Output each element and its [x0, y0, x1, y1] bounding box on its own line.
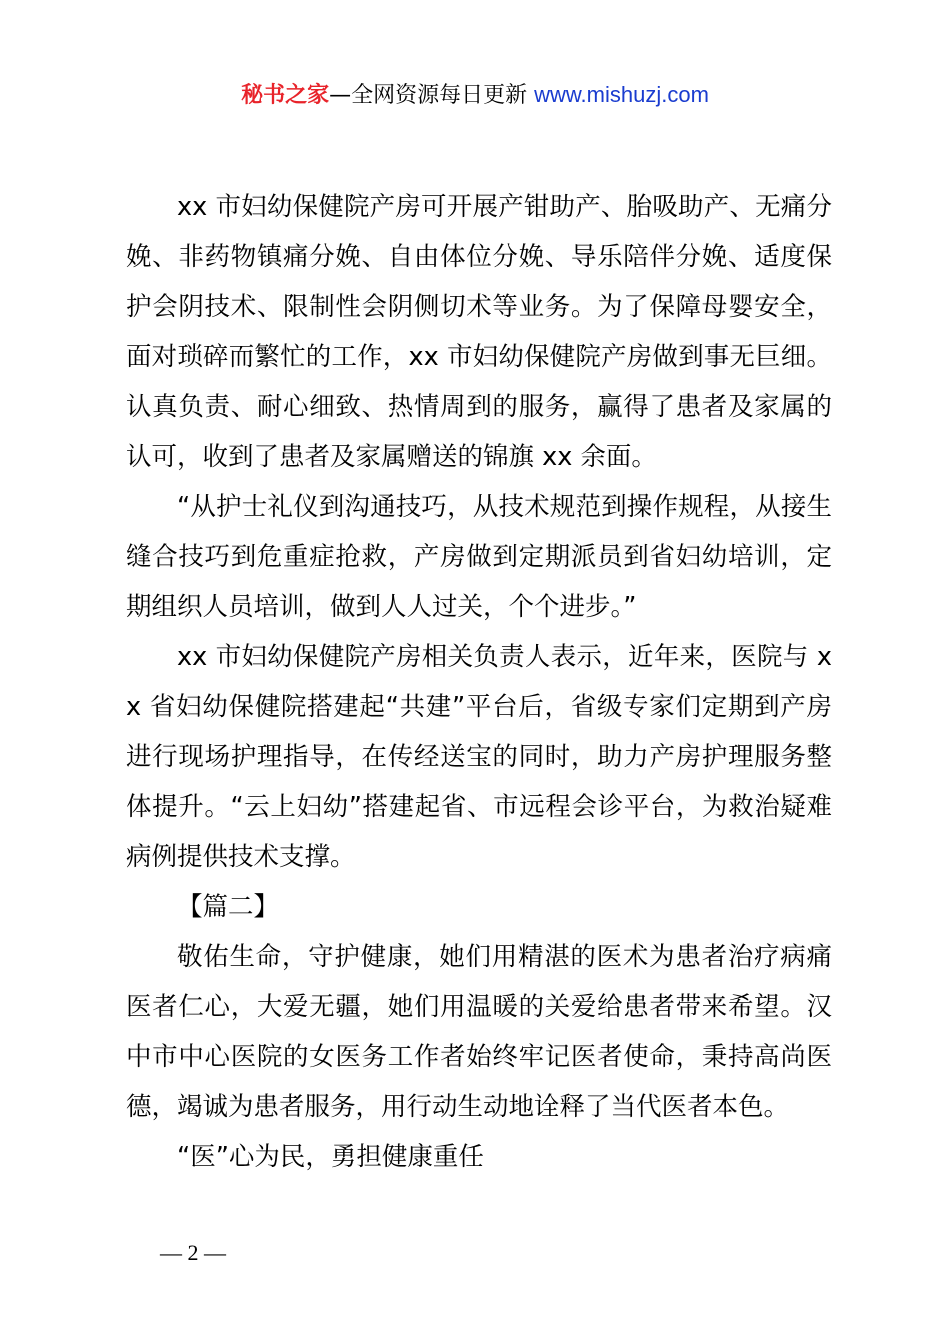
document-body: [126, 182, 832, 1182]
paragraph-cooperation: xx 市妇幼保健院产房相关负责人表示，近年来，医院与 xx 省妇幼保健院搭建起“共建”平台后，省级专家们定期到产房进行现场护理指导，在传经送宝的同时，助力产房护理服务整体提升。“云上妇幼”搭建起省、市远程会诊平台，为救治疑难病例提供技术支撑。: [126, 642, 832, 872]
subheading-health-duty: “医”心为民，勇担健康重任: [177, 1142, 484, 1172]
site-header: [0, 78, 950, 113]
site-url-link[interactable]: www.mishuzj.com: [534, 82, 709, 107]
site-brand: 秘书之家: [241, 83, 330, 108]
section-heading-part-two: 【篇二】: [177, 892, 280, 922]
paragraph-medical-workers: 敬佑生命，守护健康，她们用精湛的医术为患者治疗病痛医者仁心，大爱无疆，她们用温暖的关爱给患者带来希望。汉中市中心医院的女医务工作者始终牢记医者使命，秉持高尚医德，竭诚为患者服务，用行动生动地诠释了当代医者本色。: [126, 942, 832, 1122]
page-number: — 2 —: [160, 1240, 226, 1265]
paragraph-training-quote: “从护士礼仪到沟通技巧，从技术规范到操作规程，从接生缝合技巧到危重症抢救，产房做到定期派员到省妇幼培训，定期组织人员培训，做到人人过关，个个进步。”: [126, 492, 832, 622]
site-tagline: —全网资源每日更新: [329, 83, 535, 108]
paragraph-maternity-services: xx 市妇幼保健院产房可开展产钳助产、胎吸助产、无痛分娩、非药物镇痛分娩、自由体位分娩、导乐陪伴分娩、适度保护会阴技术、限制性会阴侧切术等业务。为了保障母婴安全，面对琐碎而繁忙的工作，xx 市妇幼保健院产房做到事无巨细。认真负责、耐心细致、热情周到的服务，赢得了患者及家属的认可，收到了患者及家属赠送的锦旗 xx 余面。: [126, 192, 832, 472]
